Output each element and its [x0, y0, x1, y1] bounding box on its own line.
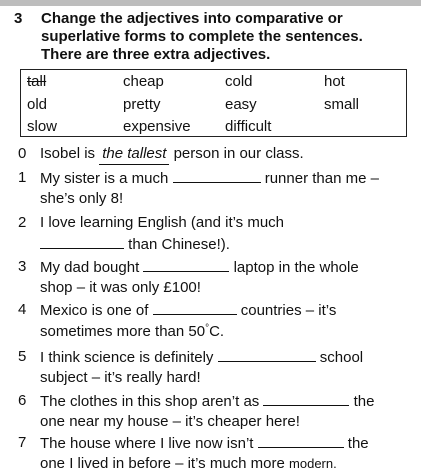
answer-blank[interactable] — [153, 299, 237, 315]
sentence-4 — [14, 299, 414, 343]
sentence-line — [40, 167, 379, 189]
sentence-text: person in our class. — [173, 145, 304, 162]
sentence-text: Isobel is — [40, 145, 96, 162]
sentence-6 — [14, 390, 414, 432]
item-number: 1 — [18, 169, 27, 186]
item-number: 0 — [18, 145, 27, 162]
sentence-text: modern. — [289, 456, 337, 471]
answer-blank[interactable] — [263, 390, 349, 406]
answer-blank[interactable] — [143, 256, 229, 272]
sentence-line — [40, 432, 369, 454]
sentence-text: the — [347, 435, 369, 452]
instruction-line: superlative forms to complete the sentences. — [41, 28, 363, 45]
top-bar — [0, 0, 421, 6]
item-number: 5 — [18, 348, 27, 365]
word-old: old — [27, 96, 48, 113]
sentence-7 — [14, 432, 414, 474]
word-difficult: difficult — [225, 118, 272, 135]
word-cheap: cheap — [123, 73, 164, 90]
sentence-text: school — [319, 349, 364, 366]
sentence-text: laptop in the whole — [233, 259, 359, 276]
answer-blank[interactable] — [258, 432, 344, 448]
sentence-text: runner than me – — [264, 170, 379, 187]
word-box — [20, 69, 407, 137]
word-hot: hot — [324, 73, 345, 90]
sentence-text: Mexico is one of — [40, 302, 149, 319]
exercise-instruction — [41, 10, 413, 64]
instruction-line: There are three extra adjectives. — [41, 46, 271, 63]
sentence-text: the — [353, 393, 375, 410]
sentence-text: My sister is a much — [40, 170, 169, 187]
exercise-number: 3 — [14, 10, 23, 27]
sentence-line — [40, 143, 304, 165]
instruction-line: Change the adjectives into comparative or — [41, 10, 343, 27]
word-cold: cold — [225, 73, 253, 90]
sentence-line — [40, 453, 337, 474]
answer-blank[interactable] — [218, 346, 316, 362]
answer-blank[interactable] — [40, 233, 124, 249]
sentence-text: subject – it’s really hard! — [40, 369, 201, 386]
sentence-text: one near my house – it’s cheaper here! — [40, 413, 300, 430]
item-number: 6 — [18, 392, 27, 409]
sentence-2 — [14, 212, 414, 254]
item-number: 3 — [18, 258, 27, 275]
sentence-line — [40, 390, 375, 412]
item-number: 4 — [18, 301, 27, 318]
sentence-text: than Chinese!). — [128, 236, 230, 253]
sentence-line — [40, 256, 359, 278]
item-number: 7 — [18, 434, 27, 451]
word-tall: tall — [27, 73, 47, 90]
sentence-text: sometimes more than 50 — [40, 323, 206, 340]
sentence-line — [40, 321, 224, 342]
sentence-text: The house where I live now isn’t — [40, 435, 254, 452]
example-answer: the tallest — [99, 143, 169, 165]
word-slow: slow — [27, 118, 58, 135]
sentence-0 — [14, 143, 414, 164]
word-small: small — [324, 96, 360, 113]
sentence-text: shop – it was only £100! — [40, 279, 201, 296]
sentence-text: I love learning English (and it’s much — [40, 214, 285, 231]
answer-blank[interactable] — [173, 167, 261, 183]
sentence-text: she’s only 8! — [40, 190, 124, 207]
sentence-text: countries – it’s — [240, 302, 337, 319]
sentence-text: one I lived in before – it’s much more — [40, 455, 285, 472]
sentence-1 — [14, 167, 414, 209]
word-easy: easy — [225, 96, 257, 113]
sentence-line — [40, 346, 363, 368]
item-number: 2 — [18, 214, 27, 231]
sentence-3 — [14, 256, 414, 298]
word-pretty: pretty — [123, 96, 161, 113]
degree-symbol: ° — [205, 323, 210, 334]
sentence-line — [40, 233, 230, 255]
sentence-line — [40, 299, 336, 321]
sentence-5 — [14, 346, 414, 388]
sentence-text: C. — [209, 323, 225, 340]
word-expensive: expensive — [123, 118, 191, 135]
sentence-text: My dad bought — [40, 259, 140, 276]
sentence-text: The clothes in this shop aren’t as — [40, 393, 260, 410]
sentence-text: I think science is definitely — [40, 349, 214, 366]
